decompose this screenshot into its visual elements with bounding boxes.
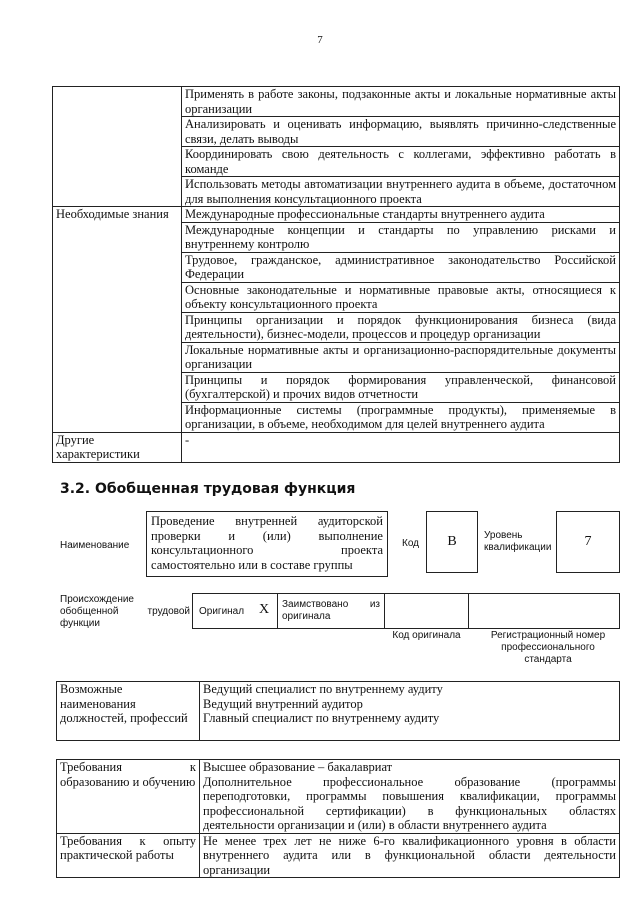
knowledge-item: Основные законодательные и нормативные правовые акты, относящиеся к объекту консультационного проекта — [182, 282, 620, 312]
reg-number-caption: Регистрационный номер профессионального стандарта — [490, 630, 606, 665]
reg-number-cell — [468, 593, 620, 629]
original-mark: X — [259, 602, 270, 617]
other-characteristics-label: Другие характеристики — [53, 432, 182, 462]
skills-knowledge-table — [52, 86, 620, 463]
position-item: Ведущий внутренний аудитор — [203, 696, 363, 711]
code-original-cell — [384, 593, 469, 629]
name-label: Наименование — [60, 540, 130, 551]
skills-label-cell — [53, 87, 182, 207]
knowledge-item: Принципы организации и порядок функционирования бизнеса (вида деятельности), бизнес-модели, процессов и процедур организации — [182, 312, 620, 342]
origin-label: Происхождение обобщенной трудовой функции — [60, 594, 190, 629]
education-item: Высшее образование – бакалавриат — [203, 760, 393, 774]
skill-item: Координировать свою деятельность с коллегами, эффективно работать в команде — [182, 147, 620, 177]
function-name-value: Проведение внутренней аудиторской проверки и (или) выполнение консультационного проекта самостоятельно или в составе группы — [151, 514, 383, 572]
education-item: Дополнительное профессиональное образование (программы переподготовки, программы повышения квалификации, программы профессиональной сертификации) в функциональных областях деятельности организации и (или) в области внутреннего аудита — [203, 774, 616, 832]
original-label: Оригинал — [199, 606, 245, 617]
section-title: 3.2. Обобщенная трудовая функция — [60, 481, 356, 497]
original-cell — [192, 593, 278, 629]
code-value: B — [426, 511, 478, 573]
page-number: 7 — [317, 34, 323, 46]
knowledge-item: Международные концепции и стандарты по управлению рисками и внутреннему контролю — [182, 222, 620, 252]
education-cell — [200, 760, 620, 834]
position-item: Ведущий специалист по внутреннему аудиту — [203, 682, 443, 696]
level-label: Уровень квалификации — [484, 530, 552, 553]
position-item: Главный специалист по внутреннему аудиту — [203, 711, 440, 725]
requirements-table — [56, 759, 620, 878]
knowledge-item: Информационные системы (программные продукты), применяемые в организации, в объеме, необходимом для целей внутреннего аудита — [182, 402, 620, 432]
knowledge-item: Международные профессиональные стандарты внутреннего аудита — [182, 207, 620, 223]
knowledge-label: Необходимые знания — [53, 207, 182, 433]
borrowed-cell — [277, 593, 385, 629]
code-original-caption: Код оригинала — [392, 630, 461, 641]
borrowed-label: Заимствовано из оригинала — [282, 599, 380, 622]
knowledge-item: Принципы и порядок формирования управленческой, финансовой (бухгалтерской) и прочих видов отчетности — [182, 372, 620, 402]
education-label: Требования к образованию и обучению — [57, 760, 200, 834]
code-label: Код — [402, 538, 420, 549]
positions-label: Возможные наименования должностей, профессий — [57, 682, 200, 741]
level-value: 7 — [556, 511, 620, 573]
positions-table — [56, 681, 620, 741]
knowledge-item: Трудовое, гражданское, административное законодательство Российской Федерации — [182, 252, 620, 282]
experience-value: Не менее трех лет не ниже 6-го квалификационного уровня в области внутреннего аудита или в функциональной области деятельности организации — [200, 833, 620, 878]
positions-cell — [200, 682, 620, 741]
skill-item: Использовать методы автоматизации внутреннего аудита в объеме, достаточном для выполнения консультационного проекта — [182, 177, 620, 207]
skill-item: Применять в работе законы, подзаконные акты и локальные нормативные акты организации — [182, 87, 620, 117]
skill-item: Анализировать и оценивать информацию, выявлять причинно-следственные связи, делать выводы — [182, 117, 620, 147]
knowledge-item: Локальные нормативные акты и организационно-распорядительные документы организации — [182, 342, 620, 372]
other-characteristics-value: - — [182, 432, 620, 462]
experience-label: Требования к опыту практической работы — [57, 833, 200, 878]
function-name-box — [146, 511, 388, 577]
